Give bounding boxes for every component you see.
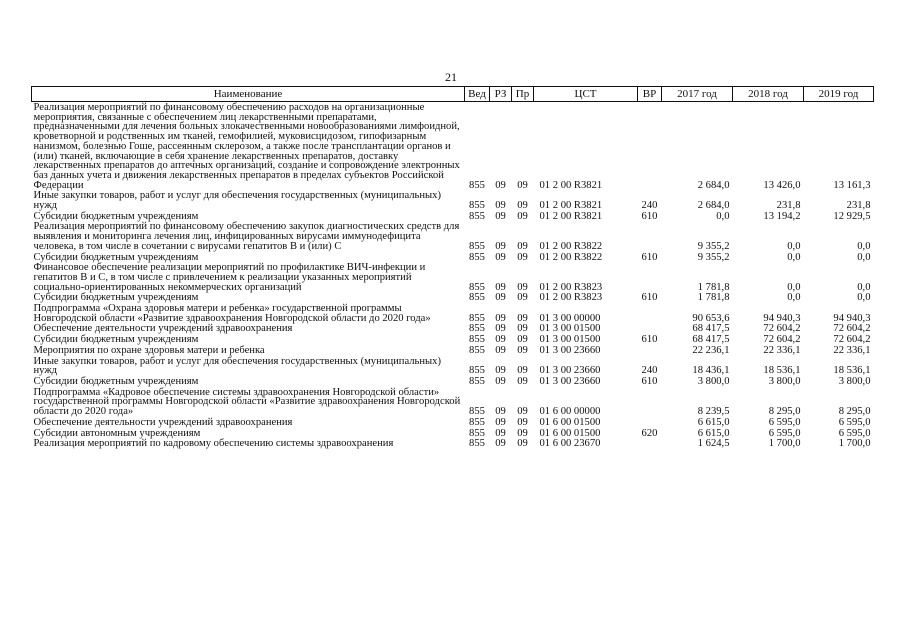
cell-y2019: 231,8 xyxy=(846,200,871,212)
cell-vr: 240 xyxy=(641,365,658,377)
cell-rz: 09 xyxy=(495,292,506,304)
cell-name: Субсидии бюджетным учреждениям xyxy=(33,292,199,304)
cell-vr: 610 xyxy=(641,375,658,387)
cell-name: Реализация мероприятий по кадровому обеспечению системы здравоохранения xyxy=(33,438,394,450)
cell-name: Иные закупки товаров, работ и услуг для обеспечения государственных (муниципальных) нужд xyxy=(33,355,441,377)
cell-cst: 01 2 00 R3821 xyxy=(539,179,603,191)
cell-y2018: 13 426,0 xyxy=(763,179,801,191)
cell-ved: 855 xyxy=(469,438,485,450)
cell-y2017: 9 355,2 xyxy=(697,251,730,263)
cell-vr xyxy=(638,262,662,292)
cell-name: Мероприятия по охране здоровья матери и ребенка xyxy=(33,344,265,356)
cell-y2018: 13 194,2 xyxy=(763,210,801,222)
cell-pr: 09 xyxy=(517,427,528,439)
cell-cst: 01 3 00 23660 xyxy=(539,365,601,377)
cell-cst: 01 2 00 R3822 xyxy=(539,240,603,252)
table-row xyxy=(32,190,874,210)
cell-rz: 09 xyxy=(495,416,506,428)
table-row xyxy=(32,387,874,417)
cell-pr: 09 xyxy=(517,312,528,324)
cell-y2018: 0,0 xyxy=(787,281,801,293)
cell-y2019: 72 604,2 xyxy=(833,334,871,346)
cell-cst: 01 2 00 R3822 xyxy=(539,251,603,263)
header-2018: 2018 год xyxy=(733,87,804,102)
cell-name: Финансовое обеспечение реализации мероприятий по профилактике ВИЧ-инфекции и гепатитов В и С, в том числе с привлечением к реализации указанных мероприятий социально-ориентированных некоммерческих организаций xyxy=(33,262,426,293)
cell-rz: 09 xyxy=(495,251,506,263)
cell-cst: 01 2 00 R3821 xyxy=(539,200,603,212)
cell-ved: 855 xyxy=(469,292,485,304)
cell-vr xyxy=(638,303,662,323)
header-pr: Пр xyxy=(512,87,534,102)
cell-y2017: 9 355,2 xyxy=(697,240,730,252)
cell-ved: 855 xyxy=(469,375,485,387)
cell-y2018: 8 295,0 xyxy=(768,406,801,418)
cell-y2019: 0,0 xyxy=(857,292,871,304)
cell-y2017: 8 239,5 xyxy=(697,406,730,418)
cell-y2017: 2 684,0 xyxy=(697,200,730,212)
cell-y2018: 1 700,0 xyxy=(768,438,801,450)
cell-rz: 09 xyxy=(495,375,506,387)
cell-pr: 09 xyxy=(517,240,528,252)
cell-ved: 855 xyxy=(469,251,485,263)
table-row xyxy=(32,262,874,292)
cell-rz: 09 xyxy=(495,365,506,377)
cell-pr: 09 xyxy=(517,292,528,304)
table-row xyxy=(32,428,874,439)
cell-vr xyxy=(638,102,662,191)
cell-y2019: 1 700,0 xyxy=(838,438,871,450)
cell-ved: 855 xyxy=(469,179,485,191)
cell-y2017: 2 684,0 xyxy=(697,179,730,191)
cell-pr: 09 xyxy=(517,200,528,212)
cell-pr: 09 xyxy=(517,438,528,450)
cell-name: Субсидии бюджетным учреждениям xyxy=(33,251,199,263)
cell-cst: 01 3 00 00000 xyxy=(539,312,601,324)
cell-cst: 01 2 00 R3821 xyxy=(539,210,603,222)
cell-vr: 610 xyxy=(641,292,658,304)
table-row xyxy=(32,334,874,345)
cell-y2019: 8 295,0 xyxy=(838,406,871,418)
cell-ved: 855 xyxy=(469,427,485,439)
cell-ved: 855 xyxy=(469,210,485,222)
cell-y2018: 0,0 xyxy=(787,240,801,252)
cell-vr: 240 xyxy=(641,200,658,212)
cell-name: Реализация мероприятий по финансовому обеспечению закупок диагностических средств для выявления и мониторинга лечения лиц, инфицированных вирусами иммунодефицита человека, в том числе в сочетании с вирусами гепатитов В и (или) С xyxy=(33,221,460,252)
cell-ved: 855 xyxy=(469,365,485,377)
cell-vr xyxy=(638,438,662,449)
cell-rz: 09 xyxy=(495,200,506,212)
cell-cst: 01 6 00 00000 xyxy=(539,406,601,418)
cell-rz: 09 xyxy=(495,323,506,335)
table-body xyxy=(32,102,874,449)
cell-y2019: 6 595,0 xyxy=(838,427,871,439)
header-vr: ВР xyxy=(638,87,662,102)
cell-y2019: 0,0 xyxy=(857,281,871,293)
table-header-row xyxy=(32,87,874,102)
cell-name: Субсидии автономным учреждениям xyxy=(33,427,201,439)
cell-rz: 09 xyxy=(495,344,506,356)
cell-y2018: 18 536,1 xyxy=(763,365,801,377)
cell-y2019: 22 336,1 xyxy=(833,344,871,356)
cell-cst: 01 6 00 23670 xyxy=(539,438,601,450)
cell-ved: 855 xyxy=(469,240,485,252)
cell-name: Подпрограмма «Кадровое обеспечение системы здравоохранения Новгородской области» государственной программы Новгородской области «Развитие здравоохранения Новгородской области до 2020 года» xyxy=(33,386,461,418)
cell-vr xyxy=(638,345,662,356)
cell-pr: 09 xyxy=(517,344,528,356)
cell-rz: 09 xyxy=(495,438,506,450)
cell-ved: 855 xyxy=(469,334,485,346)
cell-pr: 09 xyxy=(517,416,528,428)
cell-cst: 01 6 00 01500 xyxy=(539,416,601,428)
cell-y2019: 0,0 xyxy=(857,240,871,252)
header-2017: 2017 год xyxy=(662,87,733,102)
cell-pr: 09 xyxy=(517,323,528,335)
cell-pr: 09 xyxy=(517,406,528,418)
table-row xyxy=(32,356,874,376)
cell-rz: 09 xyxy=(495,406,506,418)
cell-ved: 855 xyxy=(469,344,485,356)
cell-name: Иные закупки товаров, работ и услуг для обеспечения государственных (муниципальных) нужд xyxy=(33,190,441,212)
page-number: 21 xyxy=(445,70,457,84)
cell-ved: 855 xyxy=(469,323,485,335)
cell-vr xyxy=(638,387,662,417)
cell-y2017: 68 417,5 xyxy=(692,334,730,346)
table-row xyxy=(32,345,874,356)
cell-rz: 09 xyxy=(495,312,506,324)
table-row xyxy=(32,323,874,334)
table-row xyxy=(32,221,874,251)
header-cst: ЦСТ xyxy=(534,87,638,102)
cell-pr: 09 xyxy=(517,375,528,387)
table-row xyxy=(32,252,874,263)
table-row xyxy=(32,292,874,303)
cell-y2017: 1 781,8 xyxy=(697,281,730,293)
cell-cst: 01 3 00 23660 xyxy=(539,375,601,387)
cell-cst: 01 2 00 R3823 xyxy=(539,292,603,304)
cell-vr xyxy=(638,417,662,428)
cell-pr: 09 xyxy=(517,251,528,263)
cell-vr: 610 xyxy=(641,210,658,222)
cell-y2019: 12 929,5 xyxy=(833,210,871,222)
cell-rz: 09 xyxy=(495,240,506,252)
cell-rz: 09 xyxy=(495,179,506,191)
cell-rz: 09 xyxy=(495,334,506,346)
header-2019: 2019 год xyxy=(804,87,874,102)
cell-y2018: 6 595,0 xyxy=(768,427,801,439)
cell-ved: 855 xyxy=(469,200,485,212)
cell-y2019: 13 161,3 xyxy=(833,179,871,191)
cell-cst: 01 3 00 23660 xyxy=(539,344,601,356)
table-row xyxy=(32,102,874,191)
cell-y2018: 6 595,0 xyxy=(768,416,801,428)
cell-pr: 09 xyxy=(517,210,528,222)
cell-y2017: 68 417,5 xyxy=(692,323,730,335)
cell-y2019: 94 940,3 xyxy=(833,312,871,324)
cell-name: Субсидии бюджетным учреждениям xyxy=(33,334,199,346)
cell-pr: 09 xyxy=(517,334,528,346)
table-row xyxy=(32,438,874,449)
cell-vr xyxy=(638,221,662,251)
header-ved: Вед xyxy=(465,87,490,102)
cell-pr: 09 xyxy=(517,365,528,377)
cell-y2019: 72 604,2 xyxy=(833,323,871,335)
cell-vr: 610 xyxy=(641,334,658,346)
cell-rz: 09 xyxy=(495,281,506,293)
cell-vr: 620 xyxy=(641,427,658,439)
cell-y2018: 231,8 xyxy=(776,200,801,212)
cell-y2017: 22 236,1 xyxy=(692,344,730,356)
cell-y2018: 0,0 xyxy=(787,292,801,304)
cell-y2017: 0,0 xyxy=(716,210,730,222)
cell-y2019: 0,0 xyxy=(857,251,871,263)
header-rz: РЗ xyxy=(490,87,512,102)
cell-ved: 855 xyxy=(469,406,485,418)
cell-y2018: 0,0 xyxy=(787,251,801,263)
cell-y2018: 22 336,1 xyxy=(763,344,801,356)
cell-ved: 855 xyxy=(469,416,485,428)
cell-vr xyxy=(638,323,662,334)
budget-table xyxy=(31,86,874,449)
cell-y2019: 3 800,0 xyxy=(838,375,871,387)
cell-name: Субсидии бюджетным учреждениям xyxy=(33,210,199,222)
cell-y2019: 6 595,0 xyxy=(838,416,871,428)
cell-name: Обеспечение деятельности учреждений здравоохранения xyxy=(33,323,293,335)
cell-y2018: 72 604,2 xyxy=(763,334,801,346)
cell-name: Субсидии бюджетным учреждениям xyxy=(33,375,199,387)
table-row xyxy=(32,376,874,387)
cell-y2018: 94 940,3 xyxy=(763,312,801,324)
cell-y2017: 1 781,8 xyxy=(697,292,730,304)
cell-ved: 855 xyxy=(469,281,485,293)
cell-cst: 01 2 00 R3823 xyxy=(539,281,603,293)
cell-y2018: 72 604,2 xyxy=(763,323,801,335)
cell-vr: 610 xyxy=(641,251,658,263)
cell-y2017: 6 615,0 xyxy=(697,416,730,428)
table-row xyxy=(32,211,874,222)
cell-y2019: 18 536,1 xyxy=(833,365,871,377)
cell-name: Обеспечение деятельности учреждений здравоохранения xyxy=(33,416,293,428)
cell-rz: 09 xyxy=(495,427,506,439)
table-row xyxy=(32,417,874,428)
cell-ved: 855 xyxy=(469,312,485,324)
cell-pr: 09 xyxy=(517,281,528,293)
cell-y2018: 3 800,0 xyxy=(768,375,801,387)
cell-y2017: 6 615,0 xyxy=(697,427,730,439)
cell-y2017: 1 624,5 xyxy=(697,438,730,450)
cell-y2017: 90 653,6 xyxy=(692,312,730,324)
cell-y2017: 3 800,0 xyxy=(697,375,730,387)
header-name: Наименование xyxy=(32,87,465,102)
cell-y2017: 18 436,1 xyxy=(692,365,730,377)
table-row xyxy=(32,303,874,323)
cell-cst: 01 3 00 01500 xyxy=(539,323,601,335)
cell-name: Подпрограмма «Охрана здоровья матери и ребенка» государственной программы Новгородской области «Развитие здравоохранения Новгородской области до 2020 года» xyxy=(33,303,431,324)
cell-pr: 09 xyxy=(517,179,528,191)
cell-rz: 09 xyxy=(495,210,506,222)
cell-cst: 01 3 00 01500 xyxy=(539,334,601,346)
cell-cst: 01 6 00 01500 xyxy=(539,427,601,439)
cell-name: Реализация мероприятий по финансовому обеспечению расходов на организационные мероприятия, связанные с обеспечением лиц лекарственными препаратами, предназначенными для лечения больных злокачественными новообразованиями лимфоидной, кроветворной и родственных им тканей, гемофилией, муковисцидозом, гипофизарным нанизмом, болезнью Гоше, рассеянным склерозом, а также после трансплантации органов и (или) тканей, включающие в себя хранение лекарственных препаратов, доставку лекарственных препаратов до аптечных организаций, создание и сопровождение электронных баз данных учета и движения лекарственных препаратов в пределах субъектов Российской Федерации xyxy=(33,102,460,191)
